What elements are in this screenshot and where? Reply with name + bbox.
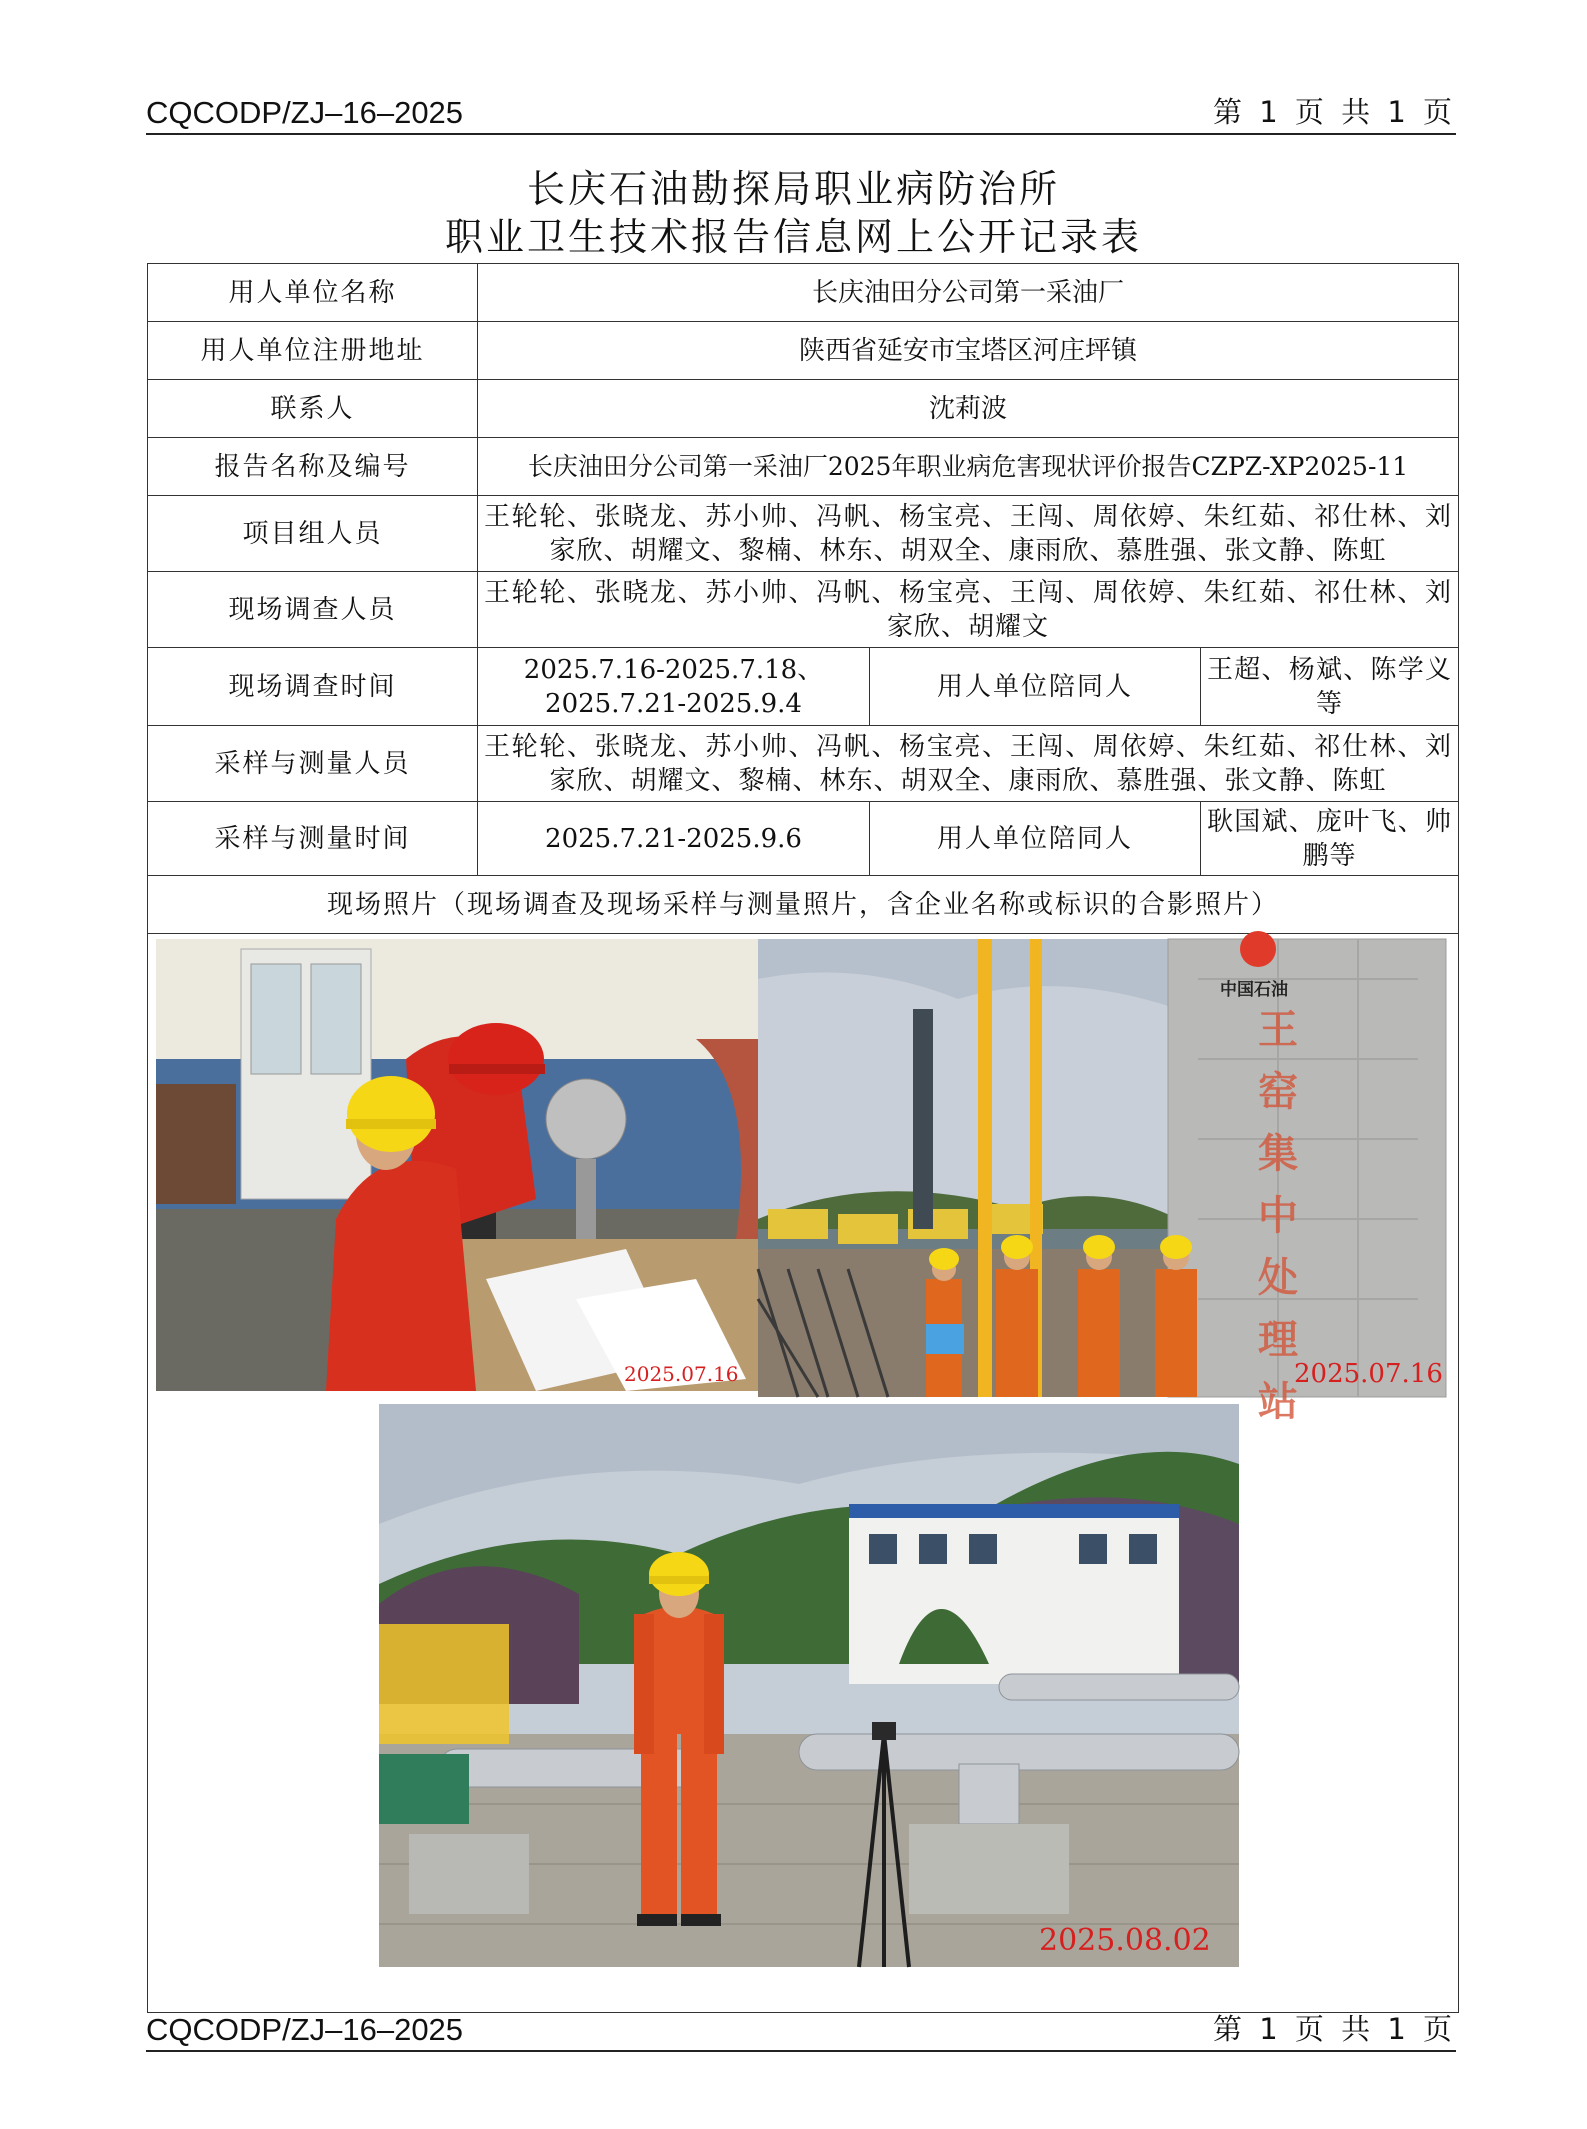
page-footer <box>146 2007 1456 2052</box>
row-contact <box>148 380 1459 438</box>
document-title-line2: 职业卫生技术报告信息网上公开记录表 <box>444 215 1142 259</box>
unit-address-value: 陕西省延安市宝塔区河庄坪镇 <box>478 322 1459 380</box>
sampling-time-label: 采样与测量时间 <box>148 802 478 876</box>
photos-caption: 现场照片（现场调查及现场采样与测量照片，含企业名称或标识的合影照片） <box>148 876 1459 934</box>
photo2-date-stamp: 2025.07.16 <box>1294 1359 1443 1389</box>
sampling-time-value: 2025.7.21-2025.9.6 <box>478 802 870 876</box>
document-title-line1: 长庆石油勘探局职业病防治所 <box>526 167 1060 211</box>
sampling-escort-label: 用人单位陪同人 <box>870 802 1201 876</box>
page-header <box>146 90 1456 135</box>
row-unit-name <box>148 264 1459 322</box>
photo1-date-stamp: 2025.07.16 <box>624 1362 739 1386</box>
page-number: 第 1 页 共 1 页 <box>1213 95 1456 129</box>
survey-escort-value: 王超、杨斌、陈学义等 <box>1201 648 1459 726</box>
unit-address-label: 用人单位注册地址 <box>148 322 478 380</box>
row-report <box>148 438 1459 496</box>
photo-field-measurement <box>379 1404 1239 1967</box>
project-team-value: 王轮轮、张晓龙、苏小帅、冯帆、杨宝亮、王闯、周依婷、朱红茹、祁仕林、刘家欣、胡耀文、黎楠、林东、胡双全、康雨欣、慕胜强、张文静、陈虹 <box>478 496 1459 572</box>
survey-staff-label: 现场调查人员 <box>148 572 478 648</box>
unit-name-value: 长庆油田分公司第一采油厂 <box>478 264 1459 322</box>
row-project-team <box>148 496 1459 572</box>
survey-time-label: 现场调查时间 <box>148 648 478 726</box>
report-value: 长庆油田分公司第一采油厂2025年职业病危害现状评价报告CZPZ-XP2025-11 <box>478 438 1459 496</box>
survey-time-line2: 2025.7.21-2025.9.4 <box>545 688 802 719</box>
contact-value: 沈莉波 <box>478 380 1459 438</box>
survey-time-value <box>478 648 870 726</box>
row-unit-address <box>148 322 1459 380</box>
row-photos-caption <box>148 876 1459 934</box>
photo-indoor-survey <box>156 939 758 1391</box>
photos-area <box>148 934 1459 2013</box>
sampling-staff-label: 采样与测量人员 <box>148 726 478 802</box>
survey-time-line1: 2025.7.16-2025.7.18、 <box>523 654 824 685</box>
document-code: CQCODP/ZJ–16–2025 <box>146 95 464 130</box>
sampling-escort-value: 耿国斌、庞叶飞、帅鹏等 <box>1201 802 1459 876</box>
row-survey-time <box>148 648 1459 726</box>
row-photos <box>148 934 1459 2013</box>
record-table <box>147 263 1459 2013</box>
row-sampling-time <box>148 802 1459 876</box>
footer-document-code: CQCODP/ZJ–16–2025 <box>146 2012 464 2047</box>
footer-page-number: 第 1 页 共 1 页 <box>1213 2012 1456 2046</box>
report-label: 报告名称及编号 <box>148 438 478 496</box>
survey-staff-value: 王轮轮、张晓龙、苏小帅、冯帆、杨宝亮、王闯、周依婷、朱红茹、祁仕林、刘家欣、胡耀文 <box>478 572 1459 648</box>
photo3-date-stamp: 2025.08.02 <box>1039 1923 1211 1958</box>
photo-group-station <box>758 939 1446 1425</box>
photo2-sign-text: 王窑集中处理站 <box>1258 1006 1298 1425</box>
row-sampling-staff <box>148 726 1459 802</box>
contact-label: 联系人 <box>148 380 478 438</box>
row-survey-staff <box>148 572 1459 648</box>
photo2-sign-brand: 中国石油 <box>1220 980 1288 1000</box>
sampling-staff-value: 王轮轮、张晓龙、苏小帅、冯帆、杨宝亮、王闯、周依婷、朱红茹、祁仕林、刘家欣、胡耀文、黎楠、林东、胡双全、康雨欣、慕胜强、张文静、陈虹 <box>478 726 1459 802</box>
survey-escort-label: 用人单位陪同人 <box>870 648 1201 726</box>
project-team-label: 项目组人员 <box>148 496 478 572</box>
unit-name-label: 用人单位名称 <box>148 264 478 322</box>
